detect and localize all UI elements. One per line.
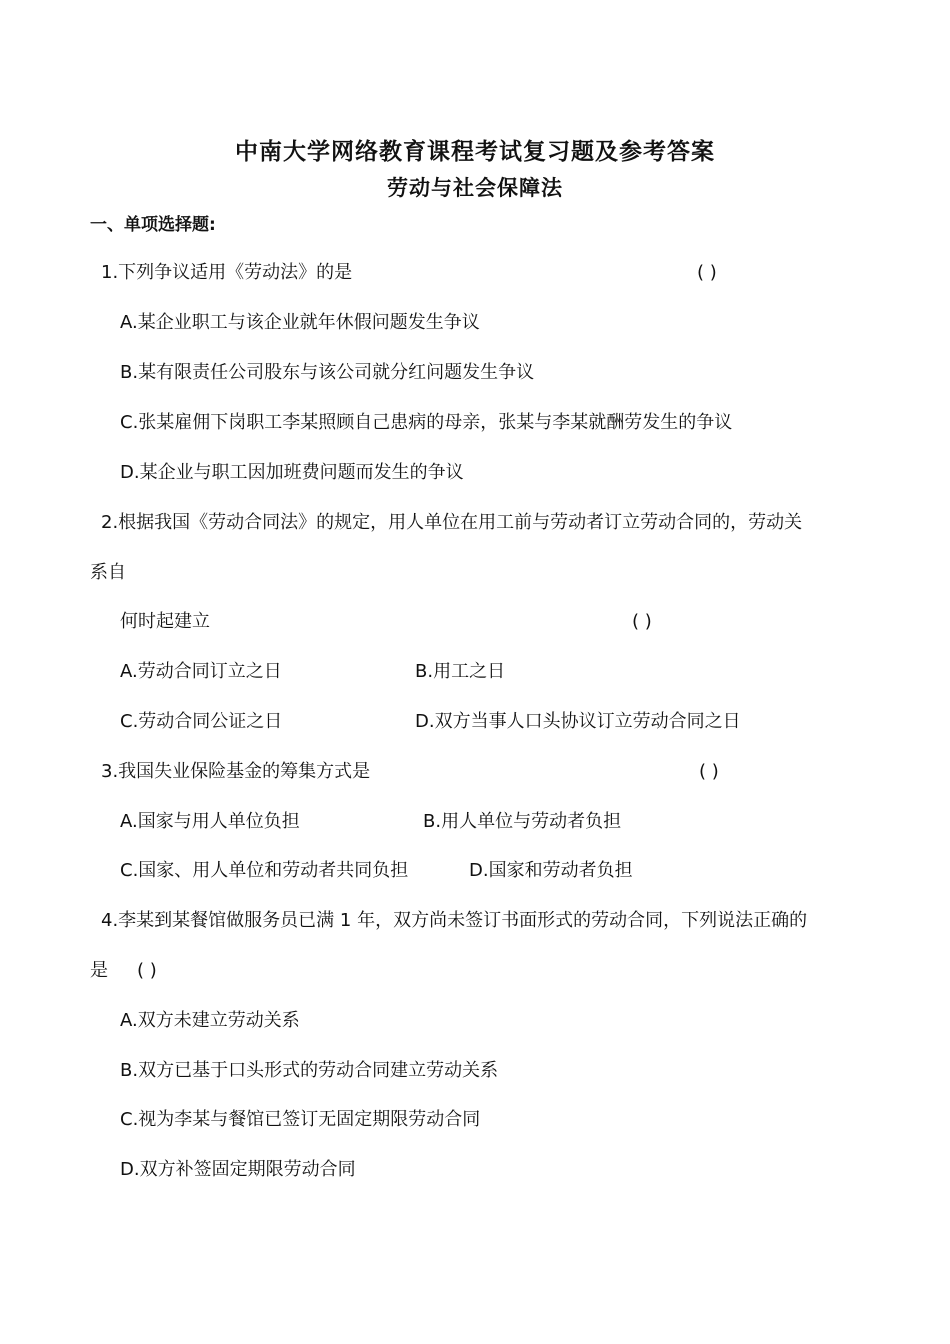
option-c: C.张某雇佣下岗职工李某照顾自己患病的母亲，张某与李某就酬劳发生的争议 (120, 412, 733, 433)
section-heading: 一、单项选择题: (90, 215, 216, 235)
answer-bracket: ( ) (137, 960, 157, 981)
option-a: A.劳动合同订立之日 (120, 661, 282, 682)
question-stem: 1.下列争议适用《劳动法》的是 (101, 262, 353, 283)
option-c: C.劳动合同公证之日 (120, 711, 283, 732)
question-stem: 4.李某到某餐馆做服务员已满 1 年，双方尚未签订书面形式的劳动合同，下列说法正确的 (101, 910, 808, 931)
option-a: A.双方未建立劳动关系 (120, 1010, 300, 1031)
option-d: D.双方补签固定期限劳动合同 (120, 1159, 356, 1180)
option-a: A.某企业职工与该企业就年休假问题发生争议 (120, 312, 480, 333)
option-a: A.国家与用人单位负担 (120, 811, 300, 832)
question-stem-continued: 是 (90, 960, 108, 981)
question-stem: 3.我国失业保险基金的筹集方式是 (101, 761, 371, 782)
question-stem: 2.根据我国《劳动合同法》的规定，用人单位在用工前与劳动者订立劳动合同的，劳动关 (101, 512, 803, 533)
question-stem-continued: 何时起建立 (120, 611, 210, 632)
option-b: B.双方已基于口头形式的劳动合同建立劳动关系 (120, 1060, 499, 1081)
option-d: D.某企业与职工因加班费问题而发生的争议 (120, 462, 464, 483)
answer-bracket: ( ) (699, 761, 719, 782)
answer-bracket: ( ) (632, 611, 652, 632)
course-title: 劳动与社会保障法 (387, 175, 563, 200)
option-c: C.视为李某与餐馆已签订无固定期限劳动合同 (120, 1109, 481, 1130)
option-b: B.用工之日 (415, 661, 506, 682)
option-d: D.双方当事人口头协议订立劳动合同之日 (415, 711, 741, 732)
option-b: B.用人单位与劳动者负担 (423, 811, 622, 832)
option-c: C.国家、用人单位和劳动者共同负担 (120, 860, 409, 881)
option-d: D.国家和劳动者负担 (469, 860, 633, 881)
document-title: 中南大学网络教育课程考试复习题及参考答案 (235, 138, 715, 165)
answer-bracket: ( ) (697, 262, 717, 283)
question-stem-continued: 系自 (90, 562, 126, 583)
option-b: B.某有限责任公司股东与该公司就分红问题发生争议 (120, 362, 535, 383)
